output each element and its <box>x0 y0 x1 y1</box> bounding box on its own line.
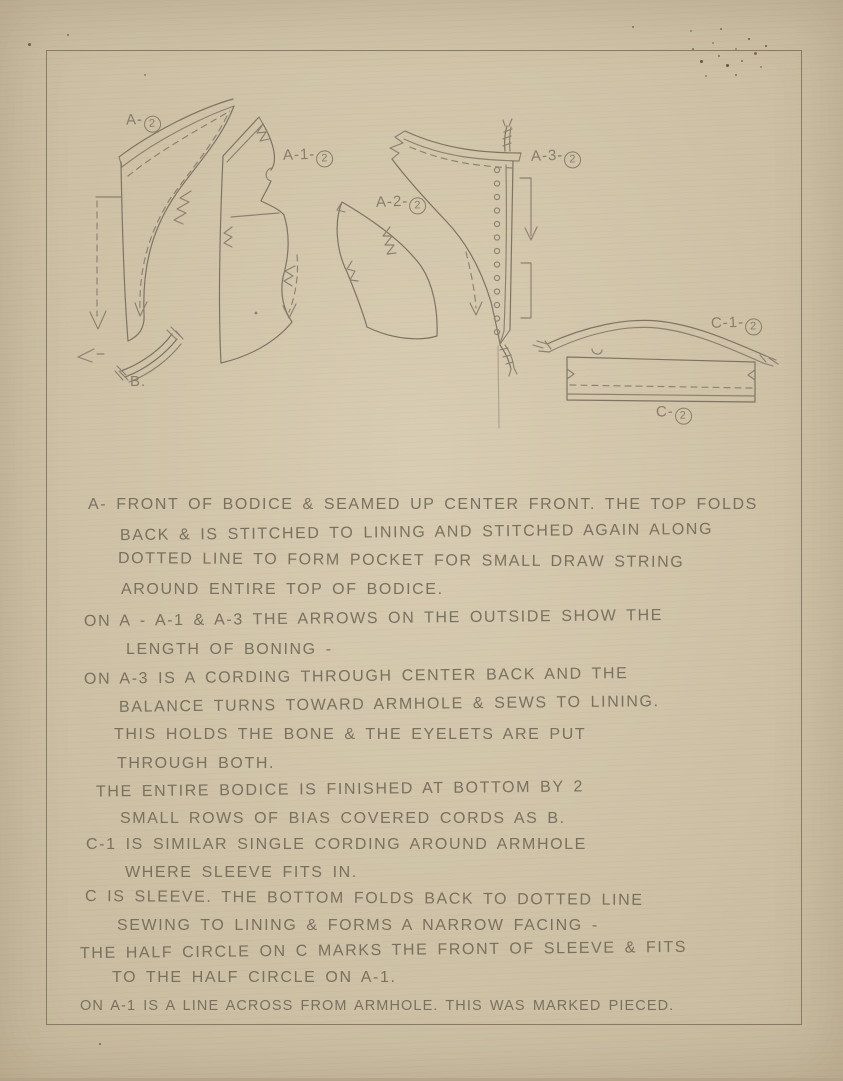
boning-bracket-lower <box>521 263 531 318</box>
label-piece-a-count: 2 <box>144 115 162 133</box>
note-line: BACK & IS STITCHED TO LINING AND STITCHED AGAIN ALONG <box>119 520 714 545</box>
note-line: ON A-1 IS A LINE ACROSS FROM ARMHOLE. THIS WAS MARKED PIECED. <box>80 998 675 1014</box>
label-piece-a3 <box>531 146 582 170</box>
label-piece-c1-text: C-1- <box>710 313 745 332</box>
note-line: THROUGH BOTH. <box>117 755 276 772</box>
boning-bracket-upper <box>520 178 537 240</box>
note-line: WHERE SLEEVE FITS IN. <box>125 864 358 881</box>
lacing-cord-top <box>503 119 512 151</box>
piece-a-outline <box>119 99 234 341</box>
label-piece-c-count: 2 <box>675 407 693 425</box>
piece-c-outline <box>567 357 755 402</box>
note-line: ON A-3 IS A CORDING THROUGH CENTER BACK AND THE <box>83 665 629 688</box>
fold-arrow-a3 <box>466 252 482 315</box>
label-piece-a1-count: 2 <box>316 150 334 168</box>
note-line: C IS SLEEVE. THE BOTTOM FOLDS BACK TO DOTTED LINE <box>84 888 644 909</box>
note-line: BALANCE TURNS TOWARD ARMHOLE & SEWS TO LINING. <box>118 693 660 716</box>
label-piece-a <box>126 110 162 133</box>
note-line: C-1 IS SIMILAR SINGLE CORDING AROUND ARMHOLE <box>86 836 587 853</box>
note-line: DOTTED LINE TO FORM POCKET FOR SMALL DRAW STRING <box>117 550 685 571</box>
label-piece-c1-count: 2 <box>745 318 763 336</box>
label-piece-b <box>130 373 146 390</box>
piece-a3-outline <box>390 131 521 428</box>
label-piece-a-text: A- <box>125 111 144 129</box>
label-piece-a1-text: A-1- <box>282 145 316 164</box>
label-piece-b-text: B. <box>130 373 147 390</box>
note-line: THIS HOLDS THE BONE & THE EYELETS ARE PUT <box>114 726 587 743</box>
label-piece-c <box>656 402 693 425</box>
label-piece-a2-count: 2 <box>409 197 427 215</box>
note-line: AROUND ENTIRE TOP OF BODICE. <box>121 581 444 598</box>
note-line: ON A - A-1 & A-3 THE ARROWS ON THE OUTSIDE SHOW THE <box>83 606 664 631</box>
note-line: TO THE HALF CIRCLE ON A-1. <box>112 969 397 986</box>
note-line: SMALL ROWS OF BIAS COVERED CORDS AS B. <box>120 810 566 827</box>
eyelet-column <box>494 167 499 334</box>
label-piece-a3-count: 2 <box>564 151 582 169</box>
label-piece-a1 <box>283 145 334 169</box>
label-piece-c1 <box>711 313 763 337</box>
piece-b-cording <box>115 327 183 382</box>
label-piece-a2 <box>376 192 427 216</box>
note-line: SEWING TO LINING & FORMS A NARROW FACING - <box>117 917 599 934</box>
note-line: THE ENTIRE BODICE IS FINISHED AT BOTTOM BY 2 <box>95 778 585 801</box>
lacing-cord-bottom <box>500 345 517 376</box>
note-line: LENGTH OF BONING - <box>126 641 333 658</box>
piece-a2-outline <box>337 202 437 339</box>
note-line: A- FRONT OF BODICE & SEAMED UP CENTER FRONT. THE TOP FOLDS <box>88 496 758 513</box>
note-line: THE HALF CIRCLE ON C MARKS THE FRONT OF SLEEVE & FITS <box>79 938 688 963</box>
label-piece-a3-text: A-3- <box>530 146 564 165</box>
boning-length-arrow-left <box>78 197 121 362</box>
label-piece-c-text: C- <box>655 403 675 421</box>
label-piece-a2-text: A-2- <box>375 192 409 211</box>
